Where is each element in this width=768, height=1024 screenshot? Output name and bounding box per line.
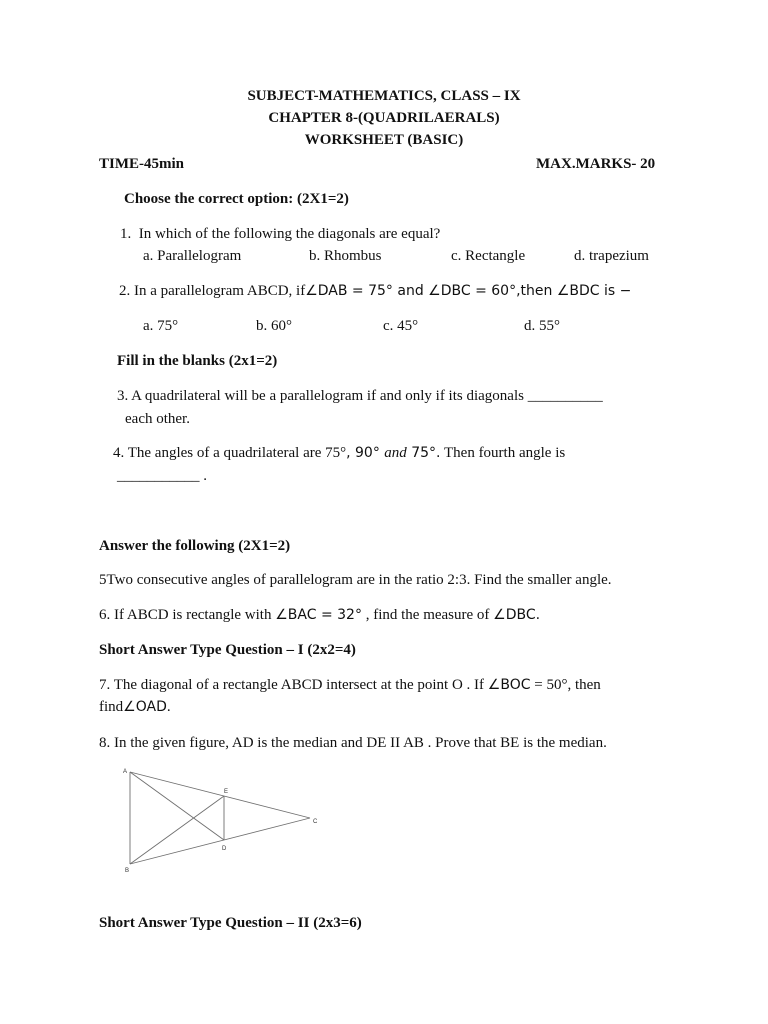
question-8: 8. In the given figure, AD is the median and DE II AB . Prove that BE is the median.	[99, 735, 607, 751]
question-1	[120, 226, 440, 243]
figure-label-d: D	[222, 846, 227, 852]
q1-option-b: b. Rhombus	[309, 248, 382, 264]
question-7-period: .	[166, 699, 171, 715]
question-4-and: and	[384, 445, 407, 461]
question-7-line2	[99, 699, 171, 716]
question-4-math-1: , 90°	[346, 445, 385, 461]
question-6-math-1: ∠BAC = 32°	[275, 607, 362, 623]
figure-label-c: C	[313, 819, 318, 825]
geometry-figure	[118, 762, 328, 878]
question-6-mid: , find the measure of	[361, 607, 494, 623]
question-4-text: 4. The angles of a quadrilateral are 75°	[113, 445, 347, 461]
figure-line-ac	[130, 772, 310, 818]
q2-option-b: b. 60°	[256, 318, 292, 334]
question-2	[119, 283, 631, 300]
question-7-text: 7. The diagonal of a rectangle ABCD intersect at the point O . If	[99, 677, 488, 693]
figure-label-a: A	[123, 769, 128, 775]
q2-option-c: c. 45°	[383, 318, 419, 334]
question-5: 5Two consecutive angles of parallelogram are in the ratio 2:3. Find the smaller angle.	[99, 572, 612, 588]
question-7-math: ∠BOC	[487, 677, 531, 693]
max-marks-label: MAX.MARKS- 20	[536, 156, 656, 172]
figure-line-bc	[130, 818, 310, 864]
section-heading-short-answer-2: Short Answer Type Question – II (2x3=6)	[99, 915, 362, 931]
q1-option-d: d. trapezium	[574, 248, 649, 264]
question-2-math: ∠DAB = 75° and ∠DBC = 60°,then ∠BDC is −	[305, 283, 632, 299]
question-3-line2: each other.	[125, 411, 190, 427]
question-4-math-2: 75°.	[406, 445, 441, 461]
time-label: TIME-45min	[99, 156, 185, 172]
question-1-number: 1.	[120, 226, 132, 242]
figure-label-b: B	[125, 868, 130, 874]
section-heading-short-answer-1: Short Answer Type Question – I (2x2=4)	[99, 642, 356, 658]
chapter-title: CHAPTER 8-(QUADRILAERALS)	[268, 110, 500, 126]
subject-title: SUBJECT-MATHEMATICS, CLASS – IX	[247, 88, 521, 104]
question-1-text: In which of the following the diagonals are equal?	[138, 226, 441, 242]
section-heading-choose: Choose the correct option: (2X1=2)	[124, 191, 349, 207]
question-4-suffix: Then fourth angle is	[440, 445, 566, 461]
question-7-line1	[99, 677, 601, 694]
question-6	[99, 607, 540, 624]
question-3-line1: 3. A quadrilateral will be a parallelogram if and only if its diagonals __________	[117, 388, 603, 404]
question-4-blank: ___________ .	[117, 468, 207, 484]
q1-option-c: c. Rectangle	[451, 248, 526, 264]
worksheet-title: WORKSHEET (BASIC)	[304, 132, 464, 148]
q1-option-a: a. Parallelogram	[143, 248, 242, 264]
section-heading-answer: Answer the following (2X1=2)	[99, 538, 291, 554]
question-7-suffix: = 50°, then	[530, 677, 601, 693]
q2-option-d: d. 55°	[524, 318, 560, 334]
figure-label-e: E	[224, 789, 229, 795]
question-4	[113, 445, 565, 462]
question-6-math-2: ∠DBC.	[493, 607, 541, 623]
question-2-text: 2. In a parallelogram ABCD, if	[119, 283, 306, 299]
question-7-angle: ∠OAD	[123, 699, 167, 715]
q2-option-a: a. 75°	[143, 318, 179, 334]
question-7-find: find	[99, 699, 124, 715]
section-heading-fill-blanks: Fill in the blanks (2x1=2)	[117, 353, 278, 369]
question-6-text: 6. If ABCD is rectangle with	[99, 607, 276, 623]
